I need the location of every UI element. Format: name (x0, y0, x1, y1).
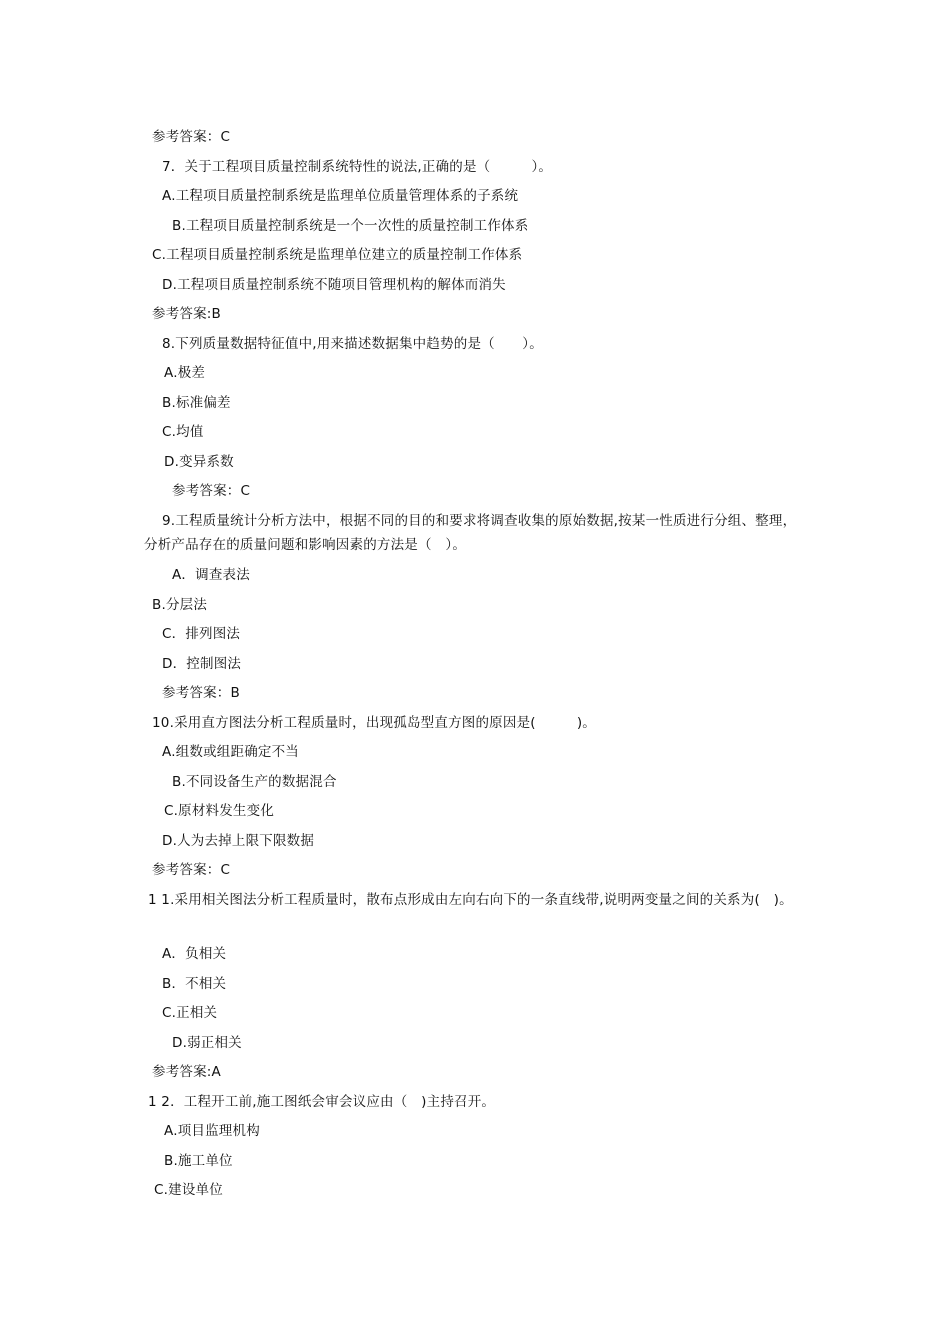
q8-option-c: C.均值 (162, 424, 204, 440)
q8-option-d: D.变异系数 (164, 454, 234, 470)
q7-option-d: D.工程项目质量控制系统不随项目管理机构的解体而消失 (162, 277, 506, 293)
question-10: 10.采用直方图法分析工程质量时，出现孤岛型直方图的原因是( )。 (152, 715, 597, 731)
q10-option-d: D.人为去掉上限下限数据 (162, 833, 315, 849)
question-7: 7．关于工程项目质量控制系统特性的说法,正确的是（ ）。 (162, 159, 553, 175)
q8-option-b: B.标准偏差 (162, 395, 231, 411)
q8-option-a: A.极差 (164, 365, 206, 381)
q11-option-d: D.弱正相关 (172, 1035, 242, 1051)
q10-option-a: A.组数或组距确定不当 (162, 744, 299, 760)
question-9: 9.工程质量统计分析方法中，根据不同的目的和要求将调查收集的原始数据,按某一性质进行分组、整理，分析产品存在的质量问题和影响因素的方法是（ ）。 (144, 513, 797, 553)
q11-option-b: B．不相关 (162, 976, 227, 992)
q9-option-c: C．排列图法 (162, 626, 241, 642)
q12-option-a: A.项目监理机构 (164, 1123, 260, 1139)
q11-option-a: A．负相关 (162, 946, 227, 962)
q12-option-c: C.建设单位 (154, 1182, 223, 1198)
q9-option-d: D．控制图法 (162, 656, 242, 672)
q10-option-c: C.原材料发生变化 (164, 803, 275, 819)
q12-option-b: B.施工单位 (164, 1153, 233, 1169)
q10-option-b: B.不同设备生产的数据混合 (172, 774, 337, 790)
answer-q9: 参考答案：B (162, 685, 240, 701)
q7-option-b: B.工程项目质量控制系统是一个一次性的质量控制工作体系 (172, 218, 529, 234)
answer-q7: 参考答案:B (152, 306, 222, 322)
question-12: 1 2．工程开工前,施工图纸会审会议应由（ )主持召开。 (148, 1094, 496, 1110)
q11-option-c: C.正相关 (162, 1005, 218, 1021)
q9-option-b: B.分层法 (152, 597, 208, 613)
q7-option-a: A.工程项目质量控制系统是监理单位质量管理体系的子系统 (162, 188, 519, 204)
q9-option-a: A．调查表法 (172, 567, 250, 583)
answer-q6: 参考答案：C (152, 129, 231, 145)
answer-q11: 参考答案:A (152, 1064, 221, 1080)
answer-q8: 参考答案：C (172, 483, 251, 499)
answer-q10: 参考答案：C (152, 862, 231, 878)
q7-option-c: C.工程项目质量控制系统是监理单位建立的质量控制工作体系 (152, 247, 523, 263)
question-8: 8.下列质量数据特征值中,用来描述数据集中趋势的是（ ）。 (162, 336, 543, 352)
question-11: 1 1.采用相关图法分析工程质量时，散布点形成由左向右向下的一条直线带,说明两变量之间的关系为( )。 (148, 892, 793, 908)
